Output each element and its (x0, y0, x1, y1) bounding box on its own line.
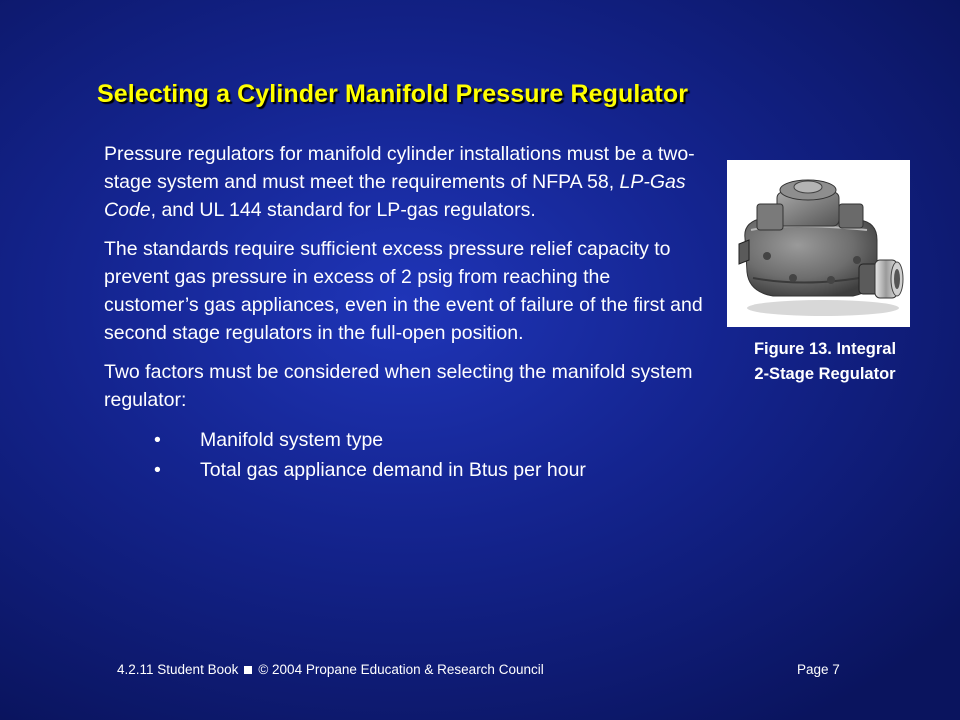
paragraph-standards-requirement (104, 140, 704, 224)
list-item-text: Total gas appliance demand in Btus per hour (200, 459, 586, 481)
regulator-photo (727, 160, 910, 327)
footer-credit (117, 662, 544, 677)
figure-caption-line-2: 2-Stage Regulator (754, 365, 896, 383)
slide-title: Selecting a Cylinder Manifold Pressure Regulator (97, 80, 689, 108)
list-item (104, 425, 704, 455)
body-text (104, 140, 704, 485)
paragraph-relief-capacity: The standards require sufficient excess pressure relief capacity to prevent gas pressure in excess of 2 psig from reaching the customer’s gas appliances, even in the event of failure of the first and second stage regulators in the full-open position. (104, 238, 703, 344)
bullet-icon: • (154, 429, 161, 451)
lp-gas-code-italic: LP-Gas Code (104, 171, 686, 221)
paragraph-two-factors: Two factors must be considered when selecting the manifold system regulator: (104, 361, 693, 411)
footer-copyright: © 2004 Propane Education & Research Council (258, 662, 544, 677)
list-item-text: Manifold system type (200, 429, 384, 451)
paragraph-1-part-1: Pressure regulators for manifold cylinder installations must be a two-stage system and must meet the requirements of NFPA 58, (104, 143, 695, 193)
paragraph-1-part-2: , and UL 144 standard for LP-gas regulators. (150, 199, 536, 221)
list-item (104, 455, 704, 485)
square-bullet-icon (244, 666, 252, 674)
figure-caption (725, 337, 925, 387)
bullet-icon: • (154, 459, 161, 481)
regulator-illustration (727, 160, 910, 327)
figure-caption-line-1: Figure 13. Integral (753, 340, 897, 358)
page-number: Page 7 (797, 662, 840, 677)
footer-course-number: 4.2.11 Student Book (117, 662, 239, 677)
factors-list (104, 425, 704, 485)
